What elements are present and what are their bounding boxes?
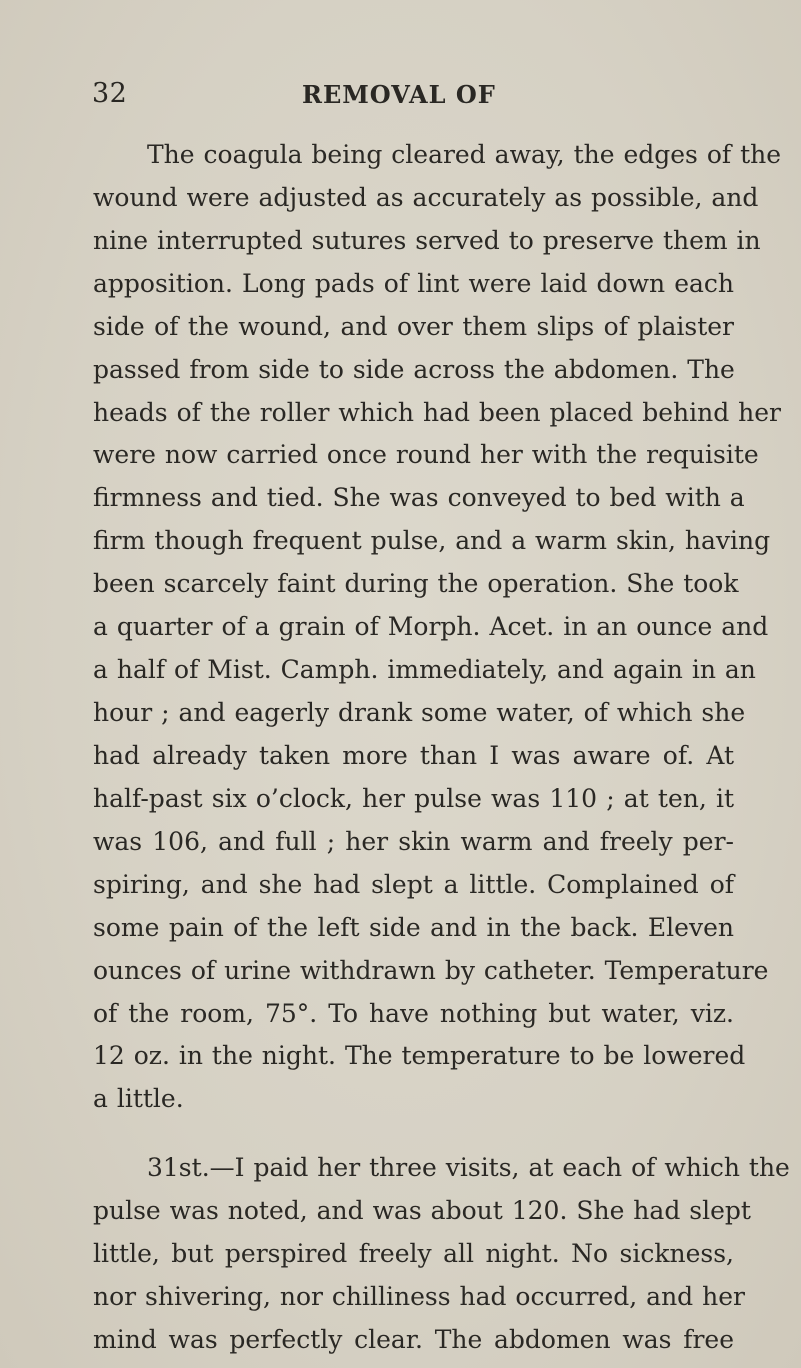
running-head [0, 78, 801, 114]
text-line: side of the wound, and over them slips of plaister [93, 312, 734, 341]
running-title: REMOVAL OF [302, 80, 496, 109]
text-line: nine interrupted sutures served to preserve them in [93, 226, 761, 255]
text-line: a quarter of a grain of Morph. Acet. in an ounce and [93, 612, 769, 641]
text-line: had already taken more than I was aware of. At [93, 741, 734, 770]
text-line: firm though frequent pulse, and a warm skin, having [93, 526, 771, 555]
text-line: firmness and tied. She was conveyed to bed with a [93, 483, 745, 512]
text-line: were now carried once round her with the requisite [93, 440, 759, 469]
text-line: a half of Mist. Camph. immediately, and again in an [93, 655, 756, 684]
text-line: 12 oz. in the night. The temperature to be lowered [93, 1041, 746, 1070]
text-line: little, but perspired freely all night. No sickness, [93, 1239, 734, 1268]
text-line: pulse was noted, and was about 120. She had slept [93, 1196, 751, 1225]
text-line: nor shivering, nor chilliness had occurred, and her [93, 1282, 745, 1311]
text-line: half-past six o’clock, her pulse was 110 ; at ten, it [93, 784, 734, 813]
text-line: some pain of the left side and in the back. Eleven [93, 913, 734, 942]
text-line: was 106, and full ; her skin warm and freely per- [93, 827, 734, 856]
text-line: been scarcely faint during the operation. She took [93, 569, 739, 598]
text-line: a little. [93, 1084, 184, 1113]
text-line: 31st.—I paid her three visits, at each of which the [147, 1153, 790, 1182]
text-line: ounces of urine withdrawn by catheter. Temperature [93, 956, 769, 985]
text-line: hour ; and eagerly drank some water, of which she [93, 698, 746, 727]
text-line: of the room, 75°. To have nothing but water, viz. [93, 999, 734, 1028]
text-line: apposition. Long pads of lint were laid down each [93, 269, 734, 298]
text-line: spiring, and she had slept a little. Complained of [93, 870, 734, 899]
text-line: passed from side to side across the abdomen. The [93, 355, 735, 384]
text-line: wound were adjusted as accurately as possible, and [93, 183, 759, 212]
text-line: The coagula being cleared away, the edges of the [147, 140, 782, 169]
page-number: 32 [92, 78, 128, 109]
text-line: mind was perfectly clear. The abdomen was free [93, 1325, 734, 1354]
text-line: heads of the roller which had been placed behind her [93, 398, 781, 427]
